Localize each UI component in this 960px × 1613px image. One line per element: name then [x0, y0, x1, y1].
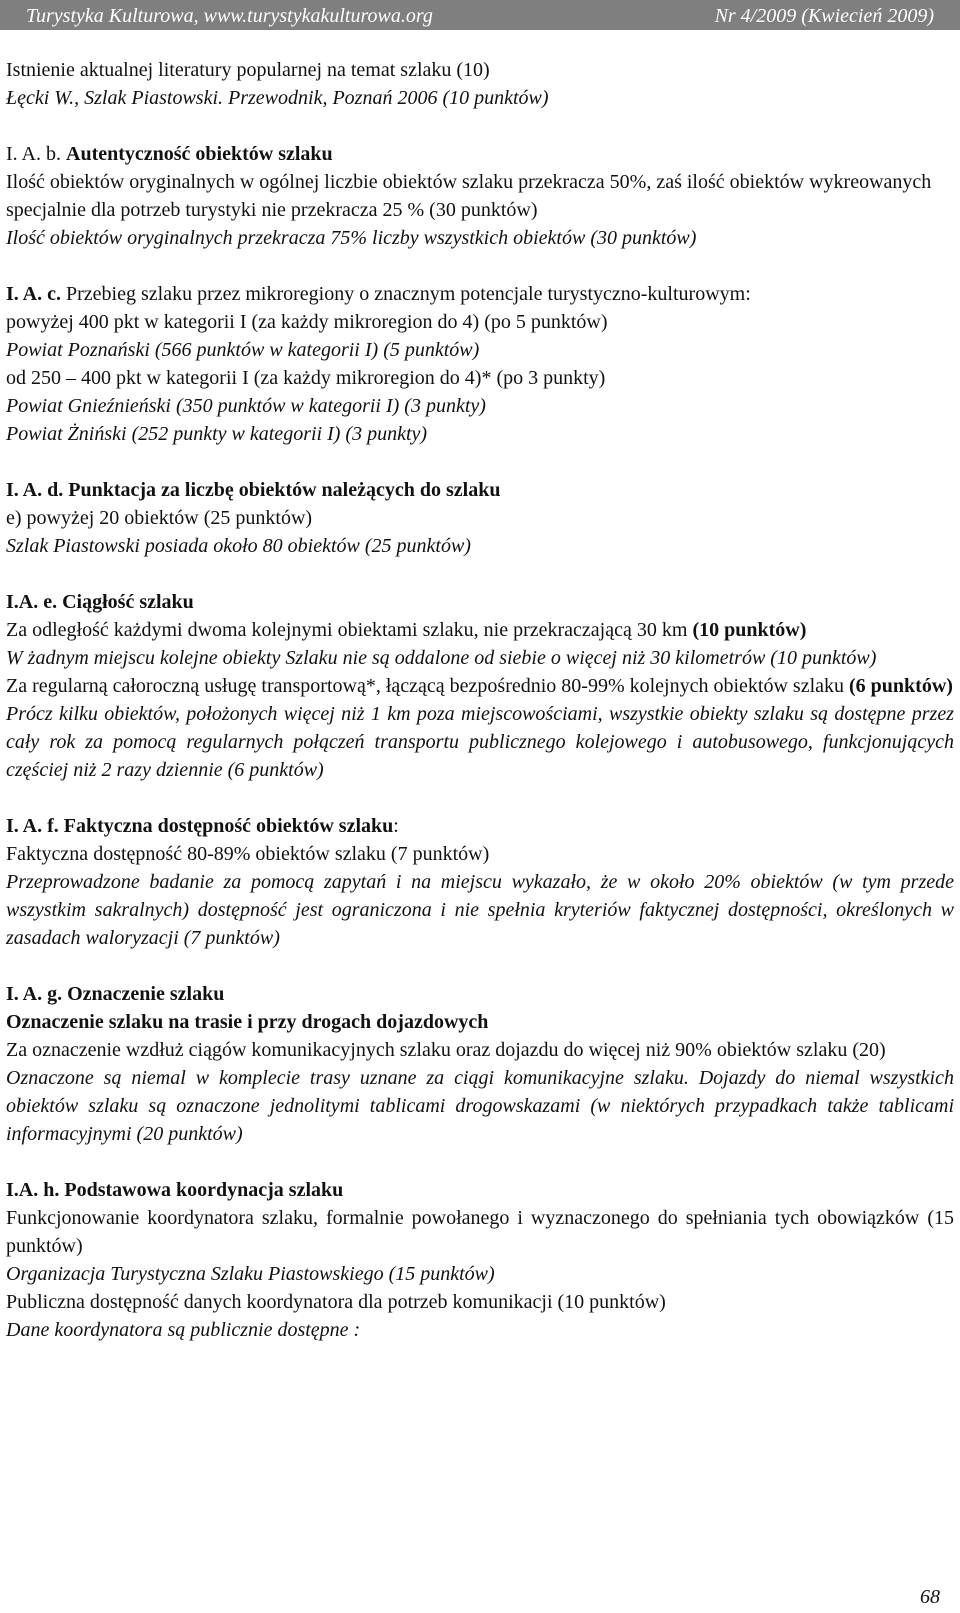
literature-assessment: Łęcki W., Szlak Piastowski. Przewodnik, Poznań 2006 (10 punktów) — [6, 87, 549, 109]
section-continuity — [6, 588, 954, 784]
accessibility-criterion: Faktyczna dostępność 80-89% obiektów szlaku (7 punktów) — [6, 843, 490, 865]
section-f-colon: : — [393, 815, 399, 837]
marking-assessment: Oznaczone są niemal w komplecie trasy uznane za ciągi komunikacyjne szlaku. Dojazdy do niemal wszystkich obiektów szlaku są oznaczone jednolitymi tablicami drogowskazami (w niektórych przypadkach także tablicami informacyjnymi (20 punktów) — [6, 1067, 954, 1145]
continuity-criterion-1 — [6, 616, 954, 644]
section-c-heading — [6, 280, 954, 308]
microregion-zninski: Powiat Żniński (252 punkty w kategorii I) (3 punkty) — [6, 423, 428, 445]
section-b-prefix: I. A. b. — [6, 143, 61, 165]
microregion-poznanski: Powiat Poznański (566 punktów w kategorii I) (5 punktów) — [6, 339, 480, 361]
section-g-title: I. A. g. Oznaczenie szlaku — [6, 983, 225, 1005]
coordination-assessment-2: Dane koordynatora są publicznie dostępne : — [6, 1319, 361, 1341]
continuity-criterion-2-points: (6 punktów) — [849, 675, 953, 697]
header-journal-title: Turystyka Kulturowa, www.turystykakulturowa.org — [26, 4, 433, 27]
section-authenticity — [6, 140, 954, 252]
section-g-subtitle: Oznaczenie szlaku na trasie i przy drogach dojazdowych — [6, 1011, 489, 1033]
microregion-gnieznienski: Powiat Gnieźnieński (350 punktów w kategorii I) (3 punkty) — [6, 395, 486, 417]
literature-criterion: Istnienie aktualnej literatury popularnej na temat szlaku (10) — [6, 59, 490, 81]
coordination-assessment-1: Organizacja Turystyczna Szlaku Piastowskiego (15 punktów) — [6, 1263, 495, 1285]
object-count-criterion: e) powyżej 20 obiektów (25 punktów) — [6, 507, 313, 529]
running-header — [0, 0, 960, 30]
section-accessibility — [6, 812, 954, 952]
object-count-assessment: Szlak Piastowski posiada około 80 obiektów (25 punktów) — [6, 535, 471, 557]
continuity-assessment-1: W żadnym miejscu kolejne obiekty Szlaku nie są oddalone od siebie o więcej niż 30 kilometrów (10 punktów) — [6, 647, 877, 669]
coordination-criterion-1: Funkcjonowanie koordynatora szlaku, formalnie powołanego i wyznaczonego do spełniania tych obowiązków (15 punktów) — [6, 1207, 954, 1257]
section-b-title: Autentyczność obiektów szlaku — [66, 143, 333, 165]
continuity-criterion-2-text: Za regularną całoroczną usługę transportową*, łączącą bezpośrednio 80-99% kolejnych obiektów szlaku — [6, 675, 844, 697]
section-object-count — [6, 476, 954, 560]
microregion-criterion-2: od 250 – 400 pkt w kategorii I (za każdy mikroregion do 4)* (po 3 punkty) — [6, 367, 606, 389]
continuity-assessment-2: Prócz kilku obiektów, położonych więcej niż 1 km poza miejscowościami, wszystkie obiekty szlaku są dostępne przez cały rok za pomocą regularnych połączeń transportu publicznego kolejowego i autobusowego, funkcjonujących częściej niż 2 razy dziennie (6 punktów) — [6, 703, 954, 781]
section-coordination — [6, 1176, 954, 1344]
document-body — [6, 56, 954, 1344]
coordination-criterion-2: Publiczna dostępność danych koordynatora dla potrzeb komunikacji (10 punktów) — [6, 1291, 666, 1313]
section-c-title: Przebieg szlaku przez mikroregiony o znacznym potencjale turystyczno-kulturowym: — [66, 283, 751, 305]
marking-criterion: Za oznaczenie wzdłuż ciągów komunikacyjnych szlaku oraz dojazdu do więcej niż 90% obiektów szlaku (20) — [6, 1039, 886, 1061]
continuity-criterion-1-points: (10 punktów) — [692, 619, 807, 641]
header-issue: Nr 4/2009 (Kwiecień 2009) — [714, 4, 934, 27]
continuity-criterion-1-text: Za odległość każdymi dwoma kolejnymi obiektami szlaku, nie przekraczającą 30 km — [6, 619, 688, 641]
section-marking — [6, 980, 954, 1148]
continuity-criterion-2 — [6, 672, 954, 700]
section-f-heading — [6, 812, 954, 840]
page-number: 68 — [920, 1586, 940, 1608]
section-microregions — [6, 280, 954, 448]
section-b-heading — [6, 140, 954, 168]
section-e-title: I.A. e. Ciągłość szlaku — [6, 591, 194, 613]
authenticity-assessment: Ilość obiektów oryginalnych przekracza 75% liczby wszystkich obiektów (30 punktów) — [6, 227, 697, 249]
microregion-criterion-1: powyżej 400 pkt w kategorii I (za każdy mikroregion do 4) (po 5 punktów) — [6, 311, 608, 333]
section-d-title: I. A. d. Punktacja za liczbę obiektów należących do szlaku — [6, 479, 501, 501]
accessibility-assessment: Przeprowadzone badanie za pomocą zapytań i na miejscu wykazało, że w około 20% obiektów (w tym przede wszystkim sakralnych) dostępność jest ograniczona i nie spełnia kryteriów faktycznej dostępności, określonych w zasadach waloryzacji (7 punktów) — [6, 871, 954, 949]
section-h-title: I.A. h. Podstawowa koordynacja szlaku — [6, 1179, 344, 1201]
authenticity-criterion: Ilość obiektów oryginalnych w ogólnej liczbie obiektów szlaku przekracza 50%, zaś ilość obiektów wykreowanych specjalnie dla potrzeb turystyki nie przekracza 25 % (30 punktów) — [6, 171, 932, 221]
section-c-prefix: I. A. c. — [6, 283, 61, 305]
section-literature — [6, 56, 954, 112]
section-f-title: I. A. f. Faktyczna dostępność obiektów szlaku — [6, 815, 394, 837]
